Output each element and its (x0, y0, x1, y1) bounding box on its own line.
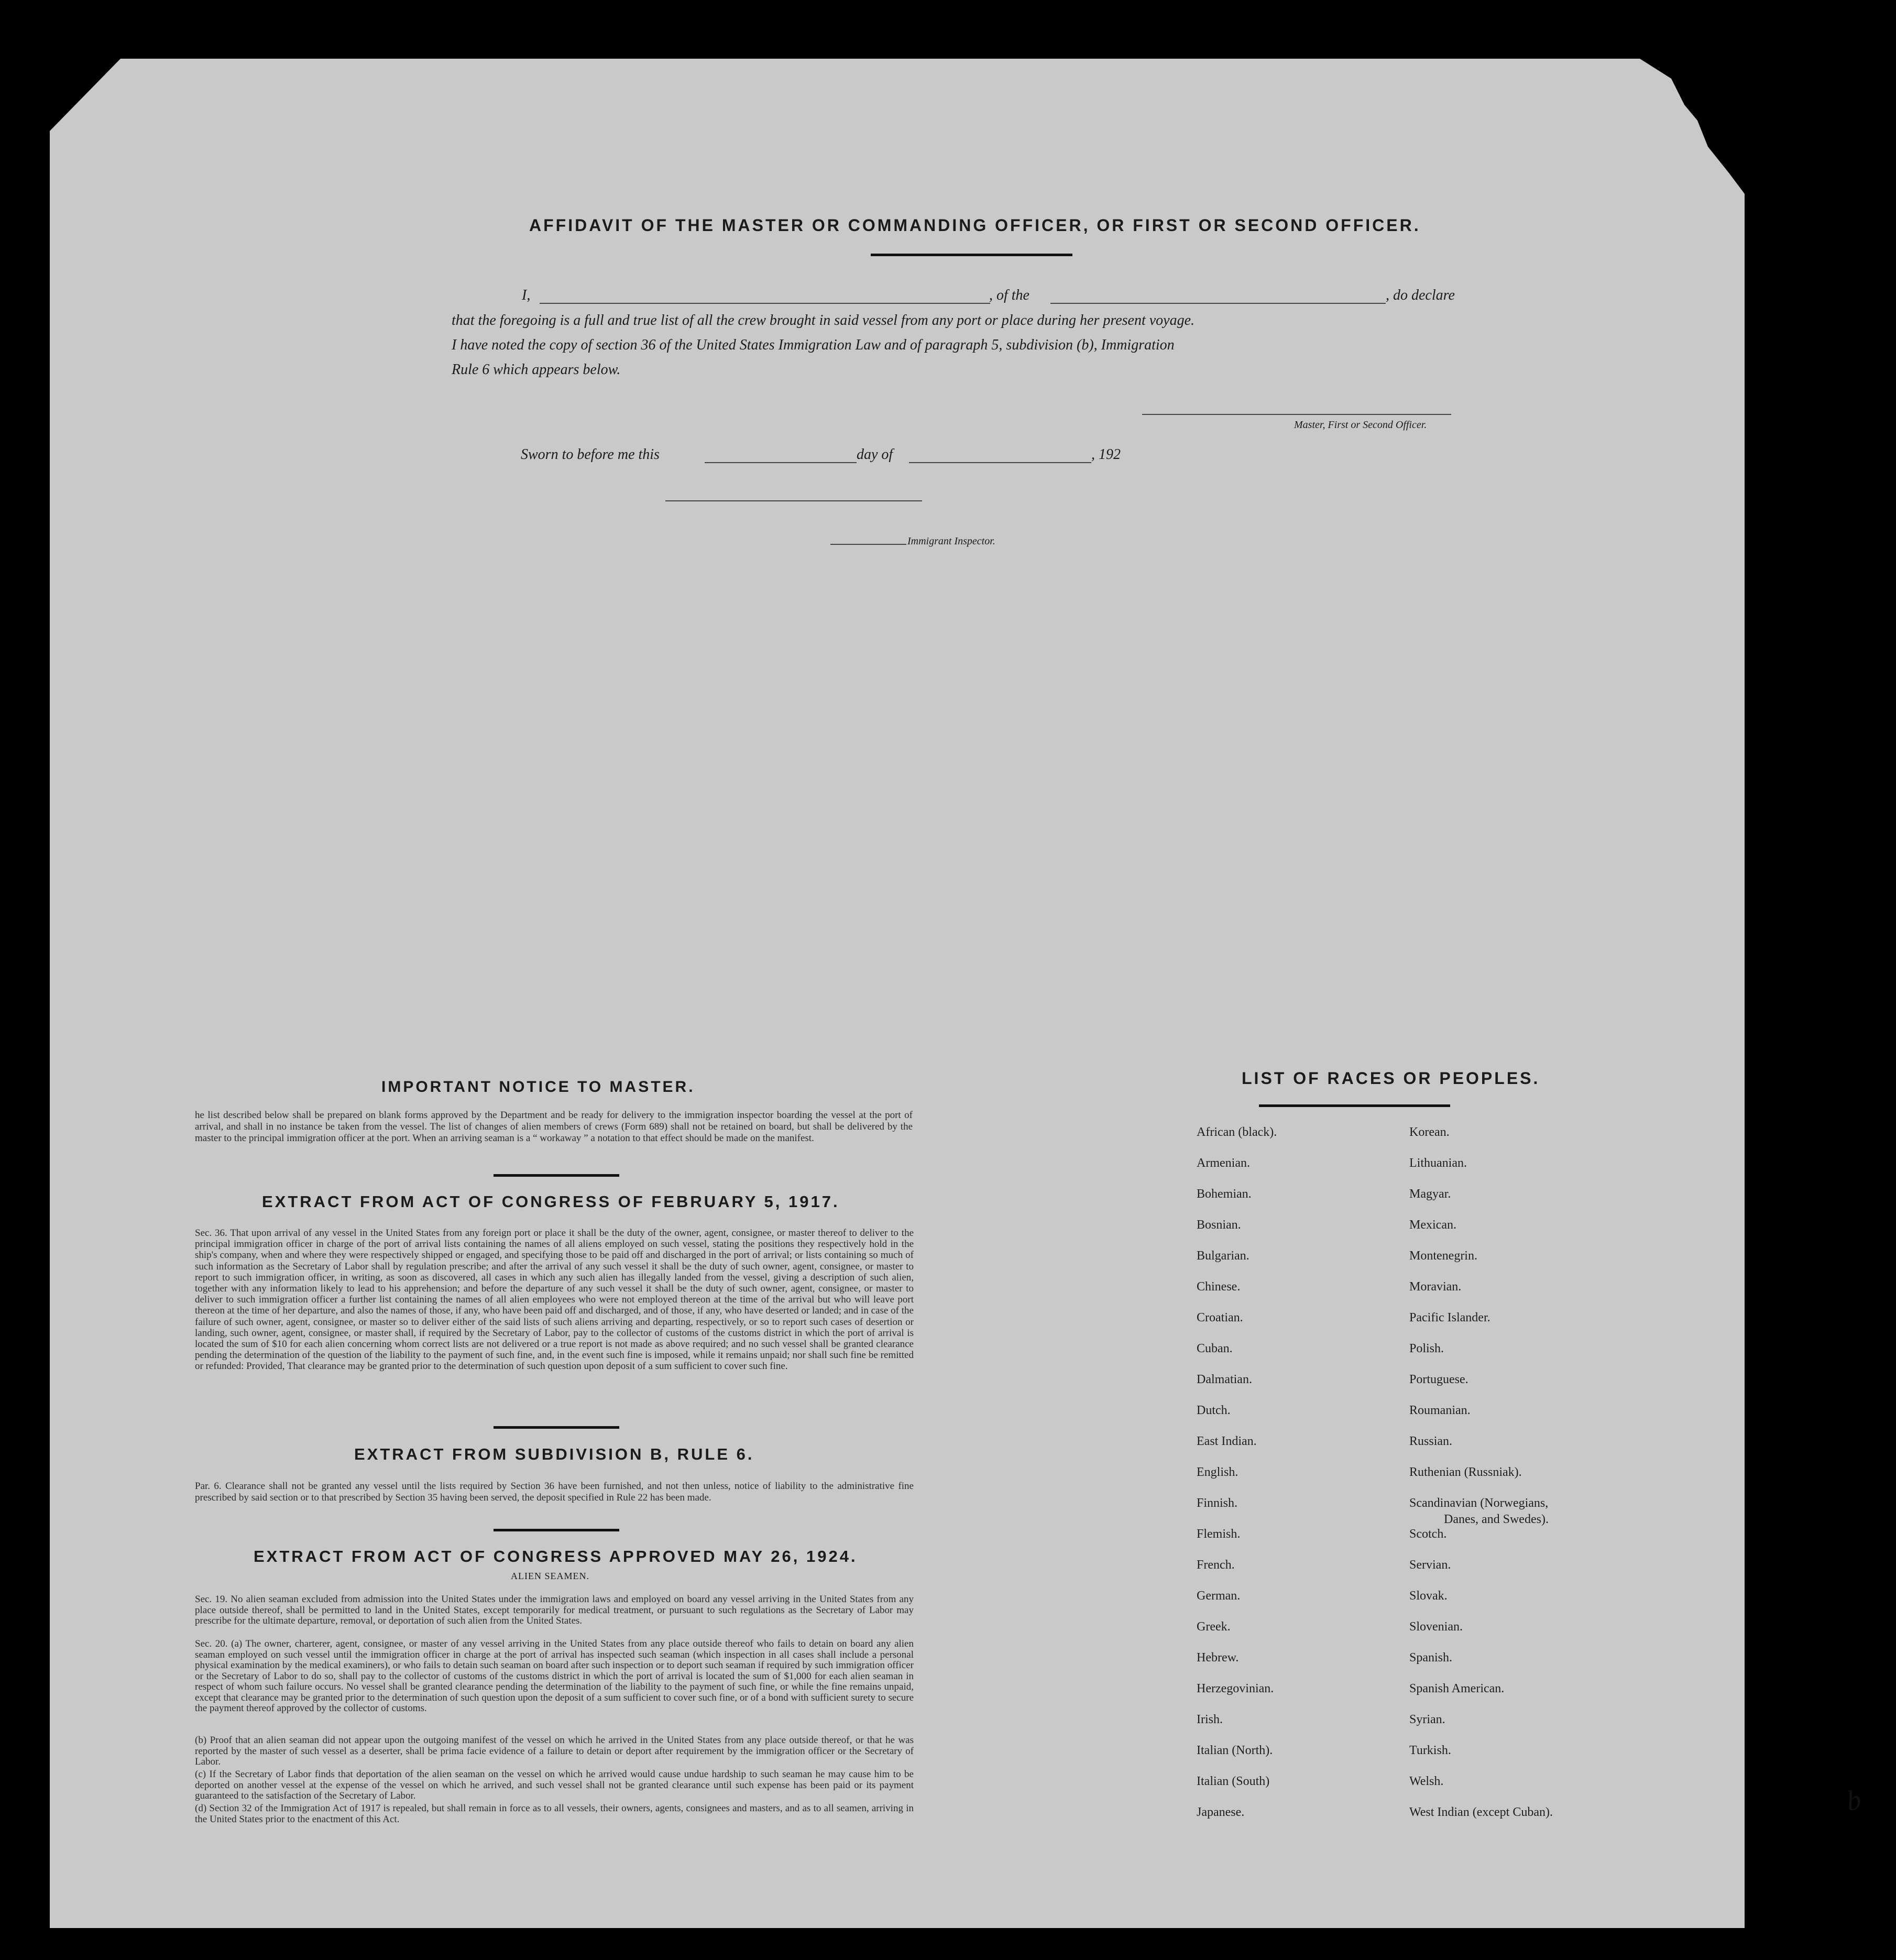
inspector-signature-blank[interactable] (665, 500, 922, 501)
race-item: Flemish. (1197, 1527, 1241, 1541)
race-item: Servian. (1409, 1558, 1451, 1572)
extract-rule6-rule (494, 1529, 619, 1531)
corner-mark: b (1844, 1783, 1864, 1817)
race-item: Japanese. (1197, 1805, 1245, 1819)
extract-rule6-title: EXTRACT FROM SUBDIVISION B, RULE 6. (354, 1445, 754, 1463)
race-item: Spanish. (1409, 1651, 1453, 1665)
sworn-month-blank[interactable] (909, 462, 1091, 463)
extract-1917-rule (494, 1426, 619, 1429)
affidavit-line-2: that the foregoing is a full and true list of all the crew brought in said vessel from any port or place during her present voyage. (452, 312, 1195, 329)
master-signature-blank[interactable] (1142, 414, 1451, 415)
race-item: Roumanian. (1409, 1404, 1471, 1417)
race-item: Finnish. (1197, 1496, 1238, 1510)
extract-1924-sec20a: Sec. 20. (a) The owner, charterer, agent, consignee, or master of any vessel arriving in the United States from any place outside thereof who fails to detain on board any alien seaman employed on such vessel until the immigration officer in charge at the port of arrival has inspected such seaman (which inspection in all cases shall include a personal physical examination by the medical examiners), or who fails to detain such seaman on board after such inspection or to deport such seaman if required by such immigration officer or the Secretary of Labor to do so, shall pay to the collector of customs of the customs district in which the port of arrival is located the sum of $1,000 for each alien seaman in respect of whom such failure occurs. No vessel shall be granted clearance pending the determination of the liability to the payment of such fine, or while the fine remains unpaid, except that clearance may be granted prior to the determination of such question upon the deposit of a sum sufficient to cover such fine, or of a bond with sufficient surety to secure the payment thereof approved by the collector of customs. (195, 1638, 914, 1714)
race-item: Armenian. (1197, 1156, 1250, 1170)
race-item: Scotch. (1409, 1527, 1447, 1541)
extract-1924-sec19: Sec. 19. No alien seaman excluded from admission into the United States under the immigration laws and employed on board any vessel arriving in the United States from any place outside thereof, shall be permitted to land in the United States, except temporarily for medical treatment, or pursuant to such regulations as the Secretary of Labor may prescribe for the ultimate departure, removal, or deportation of such alien from the United States. (195, 1594, 914, 1626)
extract-rule6-text: Par. 6. Clearance shall not be granted any vessel until the lists required by Section 36 have been furnished, and not then unless, notice of liability to the administrative fine prescribed by said section or to that prescribed by Section 35 having been served, the deposit specified in Rule 22 has been made. (195, 1481, 914, 1503)
extract-1924-title: EXTRACT FROM ACT OF CONGRESS APPROVED MAY 26, 1924. (254, 1547, 858, 1565)
race-item: Russian. (1409, 1435, 1453, 1448)
race-item: Hebrew. (1197, 1651, 1239, 1665)
race-item: Slovenian. (1409, 1620, 1463, 1634)
affidavit-line-3: I have noted the copy of section 36 of the United States Immigration Law and of paragraph 5, subdivision (b), Immigration (452, 337, 1175, 353)
extract-1924-sec20c: (c) If the Secretary of Labor finds that deportation of the alien seaman on the vessel on which he arrived would cause undue hardship to such seaman he may cause him to be deported on another vessel at the expense of the vessel on which he arrived, and such vessel shall not be granted clearance until such expense has been paid or its payment guaranteed to the satisfaction of the Secretary of Labor. (195, 1769, 914, 1801)
race-item: African (black). (1197, 1125, 1277, 1139)
race-item: Chinese. (1197, 1280, 1241, 1294)
race-item: Croatian. (1197, 1311, 1243, 1324)
name-blank[interactable] (540, 303, 990, 304)
binder-hole (1811, 259, 1835, 280)
race-item: Scandinavian (Norwegians, (1409, 1496, 1549, 1510)
race-item: Slovak. (1409, 1589, 1448, 1603)
affidavit-do-declare: , do declare (1386, 287, 1455, 303)
master-caption: Master, First or Second Officer. (1294, 419, 1427, 431)
sworn-day-blank[interactable] (705, 462, 857, 463)
race-item: English. (1197, 1465, 1239, 1479)
notice-title: IMPORTANT NOTICE TO MASTER. (381, 1078, 695, 1096)
sworn-year: , 192 (1091, 446, 1121, 463)
races-title: LIST OF RACES OR PEOPLES. (1242, 1069, 1540, 1088)
race-item: Pacific Islander. (1409, 1311, 1491, 1324)
race-item: Italian (North). (1197, 1744, 1273, 1757)
race-item: Lithuanian. (1409, 1156, 1467, 1170)
race-item: Dalmatian. (1197, 1373, 1252, 1386)
inspector-caption: Immigrant Inspector. (907, 535, 995, 547)
race-item: Korean. (1409, 1125, 1450, 1139)
race-item: Montenegrin. (1409, 1249, 1477, 1263)
sworn-prefix: Sworn to before me this (521, 446, 660, 463)
race-item: French. (1197, 1558, 1235, 1572)
affidavit-line-4: Rule 6 which appears below. (452, 362, 621, 378)
race-item: Portuguese. (1409, 1373, 1468, 1386)
race-item: Bosnian. (1197, 1218, 1241, 1232)
affidavit-of-the: , of the (989, 287, 1029, 303)
races-rule (1259, 1104, 1450, 1107)
binder-hole (1811, 348, 1835, 369)
race-item: West Indian (except Cuban). (1409, 1805, 1553, 1819)
race-item: Mexican. (1409, 1218, 1456, 1232)
inspector-blank-short[interactable] (830, 544, 906, 545)
binder-hole (1811, 629, 1835, 650)
binder-hole (1811, 1331, 1835, 1352)
sworn-day-of: day of (857, 446, 893, 463)
race-item: Irish. (1197, 1713, 1223, 1726)
race-item: Spanish American. (1409, 1682, 1505, 1695)
title-rule (871, 254, 1072, 256)
extract-1924-subtitle: ALIEN SEAMEN. (511, 1571, 589, 1581)
binder-hole (1811, 1698, 1835, 1718)
race-item: Herzegovinian. (1197, 1682, 1274, 1695)
race-item: Cuban. (1197, 1342, 1233, 1355)
race-item: Magyar. (1409, 1187, 1451, 1201)
binder-hole (1811, 1619, 1835, 1640)
extract-1924-sec20b: (b) Proof that an alien seaman did not appear upon the outgoing manifest of the vessel on which he arrived in the United States from any place outside thereof, or that he was reported by the master of such vessel as a deserter, shall be prima facie evidence of a failure to detain or deport after requirement by the immigration officer or the Secretary of Labor. (195, 1735, 914, 1767)
race-item-scandinavian-continued: Danes, and Swedes). (1444, 1513, 1549, 1526)
affidavit-i: I, (522, 287, 531, 303)
race-item: German. (1197, 1589, 1241, 1603)
race-item: Dutch. (1197, 1404, 1231, 1417)
affidavit-title: AFFIDAVIT OF THE MASTER OR COMMANDING OFFICER, OR FIRST OR SECOND OFFICER. (529, 216, 1421, 235)
race-item: East Indian. (1197, 1435, 1257, 1448)
extract-1917-title: EXTRACT FROM ACT OF CONGRESS OF FEBRUARY 5, 1917. (262, 1192, 840, 1211)
race-item: Bohemian. (1197, 1187, 1252, 1201)
race-item: Syrian. (1409, 1713, 1445, 1726)
race-item: Turkish. (1409, 1744, 1451, 1757)
race-item: Polish. (1409, 1342, 1444, 1355)
notice-text: he list described below shall be prepared on blank forms approved by the Department and be ready for delivery to the immigration inspector boarding the vessel at the port of arrival, and shall in no instance be taken from the vessel. The list of changes of alien members of crews (Form 689) shall not be retained on board, but shall be delivered by the master to the principal immigration officer at the port. When an arriving seaman is a “ workaway ” a notation to that effect should be made on the manifest. (195, 1110, 913, 1144)
race-item: Ruthenian (Russniak). (1409, 1465, 1522, 1479)
race-item: Greek. (1197, 1620, 1231, 1634)
binder-hole (1811, 715, 1835, 736)
binder-hole (1811, 1250, 1835, 1271)
extract-1917-text: Sec. 36. That upon arrival of any vessel in the United States from any foreign port or place it shall be the duty of the owner, agent, consignee, or master thereof to deliver to the principal immigration officer in charge of the port of arrival lists containing the names of all aliens employed on such vessel, stating the positions they respectively hold in the ship's company, when and where they were respectively shipped or engaged, and specifying those to be paid off and discharged in the port of arrival; or lists containing so much of such information as the Secretary of Labor shall by regulation prescribe; and after the arrival of any such vessel it shall be the duty of such owner, agent, consignee, or master to report to such immigration officer, in writing, as soon as discovered, all cases in which any such alien has illegally landed from the vessel, giving a description of such alien, together with any information likely to lead to his apprehension; and before the departure of any such vessel it shall be the duty of such owner, agent, consignee, or master to deliver to such immigration officer a further list containing the names of all alien employees who were not employed thereon at the time of the arrival but who will leave port thereon at the time of her departure, and also the names of those, if any, who have been paid off and discharged, and of those, if any, who have deserted or landed; and in case of the failure of such owner, agent, consignee, or master so to deliver either of the said lists of such aliens arriving and departing, respectively, or so to report such cases of desertion or landing, such owner, agent, consignee, or master shall, if required by the Secretary of Labor, pay to the collector of customs of the customs district in which the port of arrival is located the sum of $10 for each alien concerning whom correct lists are not delivered or a true report is not made as above required; and no such vessel shall be granted clearance pending the determination of the question of the liability to the payment of such fine, and, in the event such fine is imposed, while it remains unpaid; nor shall such fine be remitted or refunded: Provided, That clearance may be granted prior to the determination of such question upon deposit of a sum sufficient to cover such fine. (195, 1228, 914, 1372)
notice-rule (494, 1174, 619, 1177)
extract-1924-sec20d: (d) Section 32 of the Immigration Act of 1917 is repealed, but shall remain in force as to all vessels, their owners, agents, consignees and masters, and as to all seamen, arriving in the United States prior to the enactment of this Act. (195, 1803, 914, 1825)
race-item: Bulgarian. (1197, 1249, 1250, 1263)
race-item: Italian (South) (1197, 1775, 1270, 1788)
race-item: Welsh. (1409, 1775, 1444, 1788)
vessel-blank[interactable] (1050, 303, 1386, 304)
race-item: Moravian. (1409, 1280, 1462, 1294)
